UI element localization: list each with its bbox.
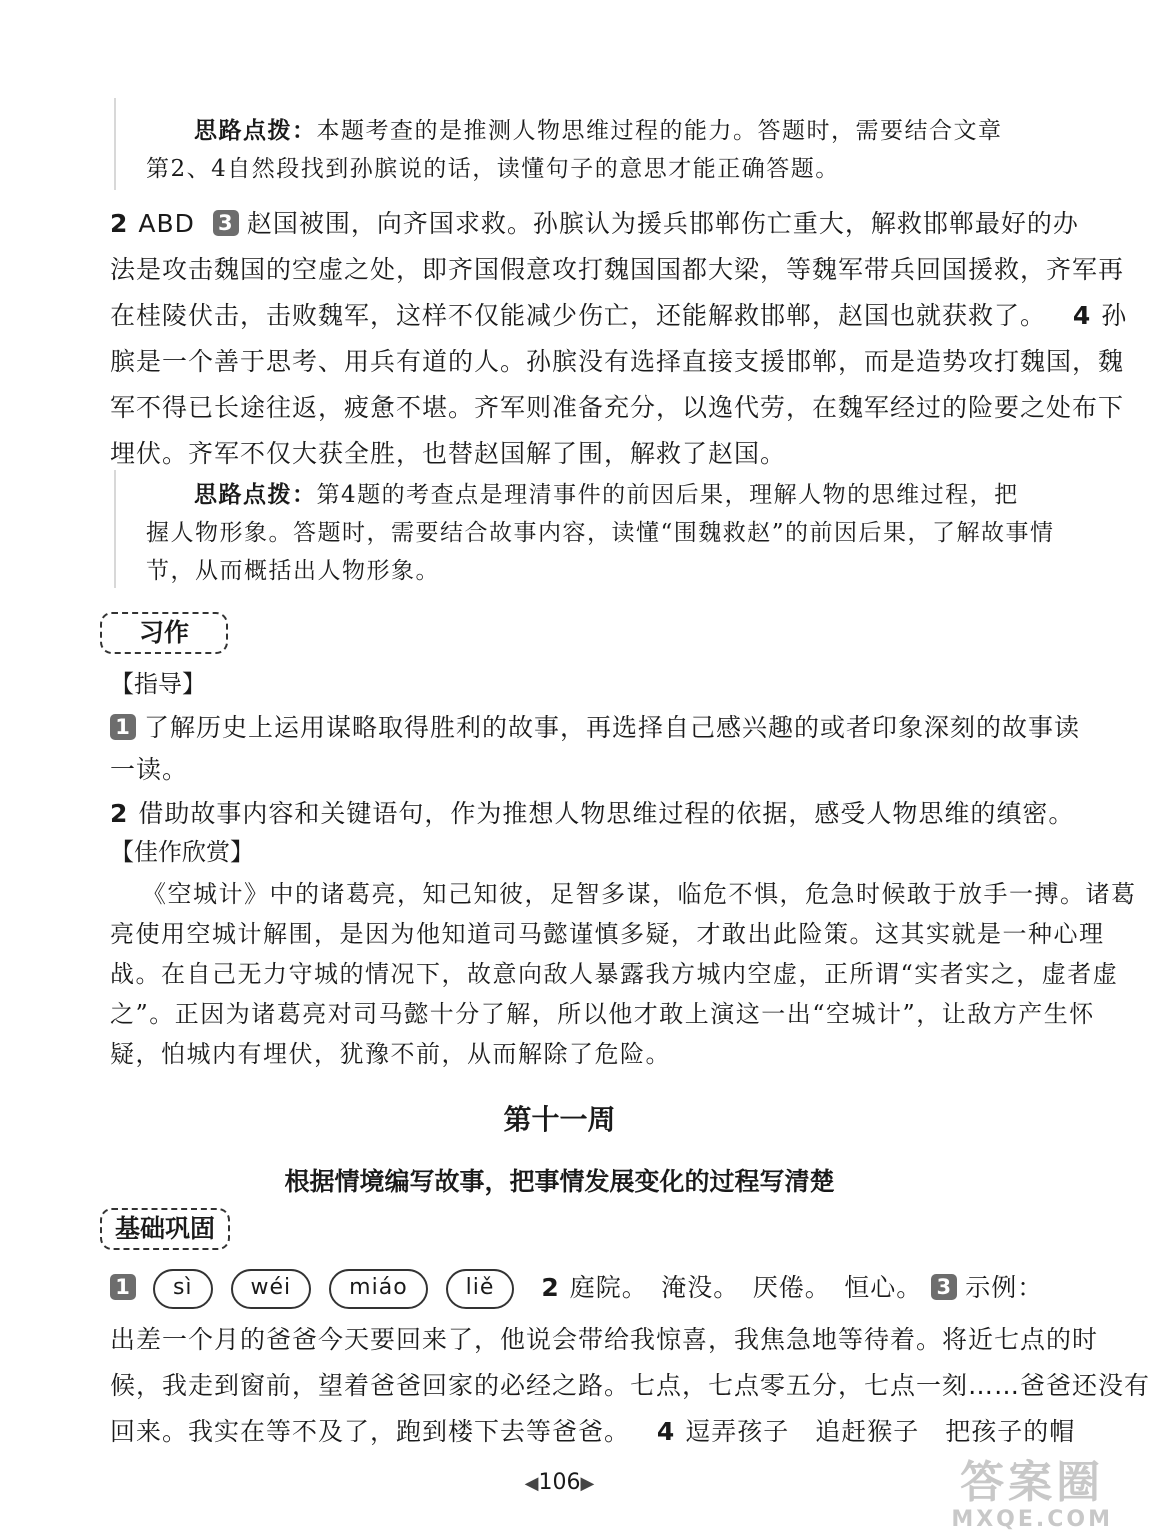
answer-line: 1 sì wéi miáo liě 2 庭院。 淹没。 厌倦。 恒心。 3 示例：	[110, 1268, 1043, 1309]
section-tag-basics: 基础巩固	[100, 1208, 230, 1250]
page-number: ◀106▶	[524, 1470, 595, 1495]
essay-line: 《空城计》中的诸葛亮，知己知彼，足智多谋，临危不惧，危急时候敢于放手一搏。诸葛	[142, 880, 1137, 908]
answer-line: 回来。我实在等不及了，跑到楼下去等爸爸。 4 逗弄孩子 追赶猴子 把孩子的帽	[110, 1417, 1076, 1446]
answer-line: 膑是一个善于思考、用兵有道的人。孙膑没有选择直接支援邯郸，而是造势攻打魏国，魏	[110, 347, 1125, 376]
question-number: 4	[1072, 301, 1092, 330]
section-tag-writing: 习作	[100, 612, 228, 654]
essay-line: 亮使用空城计解围，是因为他知道司马懿谨慎多疑，才敢出此险策。这其实就是一种心理	[110, 920, 1105, 948]
answer-line: 在桂陵伏击，击败魏军，这样不仅能减少伤亡，还能解救邯郸，赵国也就获救了。 4 孙	[110, 301, 1128, 330]
question-number: 2	[541, 1273, 560, 1302]
answer-line: 法是攻击魏国的空虚之处，即齐国假意攻打魏国国都大梁，等魏军带兵回国援救，齐军再	[110, 255, 1125, 284]
essay-heading: 【佳作欣赏】	[110, 838, 254, 866]
question-badge: 3	[213, 210, 239, 236]
answer-line: 埋伏。齐军不仅大获全胜，也替赵国解了围，解救了赵国。	[110, 439, 787, 468]
question-badge: 1	[110, 714, 136, 740]
tip-line: 思路点拨：第4题的考查点是理清事件的前因后果，理解人物的思维过程，把	[194, 482, 1019, 508]
essay-line: 疑，怕城内有埋伏，犹豫不前，从而解除了危险。	[110, 1040, 671, 1068]
answer-line: 候，我走到窗前，望着爸爸回家的必经之路。七点，七点零五分，七点一刻……爸爸还没有	[110, 1371, 1150, 1400]
pinyin-oval: sì	[153, 1269, 213, 1309]
watermark-url: MXQE.COM	[951, 1507, 1113, 1532]
week-title: 第十一周	[503, 1103, 616, 1136]
essay-line: 之”。正因为诸葛亮对司马懿十分了解，所以他才敢上演这一出“空城计”，让敌方产生怀	[110, 1000, 1095, 1028]
question-number: 4	[656, 1417, 676, 1446]
guide-line: 1 了解历史上运用谋略取得胜利的故事，再选择自己感兴趣的或者印象深刻的故事读	[110, 708, 1080, 744]
question-badge: 3	[931, 1274, 957, 1300]
tip-line: 思路点拨：本题考查的是推测人物思维过程的能力。答题时，需要结合文章	[194, 118, 1003, 144]
pinyin-oval: wéi	[231, 1269, 312, 1309]
right-triangle-icon: ▶	[580, 1473, 595, 1494]
answer-line: 2 ABD 3 赵国被围，向齐国求救。孙膑认为援兵邯郸伤亡重大，解救邯郸最好的办	[110, 209, 1079, 238]
answer-line: 军不得已长途往返，疲惫不堪。齐军则准备充分，以逸代劳，在魏军经过的险要之处布下	[110, 393, 1125, 422]
guide-heading: 【指导】	[110, 670, 206, 698]
tip-line: 第2、4自然段找到孙膑说的话，读懂句子的意思才能正确答题。	[146, 156, 840, 182]
pinyin-oval: liě	[446, 1269, 515, 1309]
answer-line: 出差一个月的爸爸今天要回来了，他说会带给我惊喜，我焦急地等待着。将近七点的时	[110, 1325, 1099, 1354]
question-badge: 1	[110, 1274, 136, 1300]
essay-line: 战。在自己无力守城的情况下，故意向敌人暴露我方城内空虚，正所谓“实者实之，虚者虚	[110, 960, 1119, 988]
tip-label: 思路点拨：	[194, 482, 317, 508]
guide-line: 2 借助故事内容和关键语句，作为推想人物思维过程的依据，感受人物思维的缜密。	[110, 799, 1075, 828]
question-number: 2	[110, 799, 129, 828]
watermark-logo: 答案圈	[960, 1457, 1105, 1508]
question-number: 2	[110, 209, 129, 238]
tip-box-1	[114, 98, 1003, 190]
watermark	[951, 1459, 1113, 1532]
pinyin-oval: miáo	[329, 1269, 427, 1309]
tip-line: 握人物形象。答题时，需要结合故事内容，读懂“围魏救赵”的前因后果，了解故事情	[146, 520, 1055, 546]
tip-box-2	[114, 470, 1055, 588]
guide-line: 一读。	[110, 755, 189, 784]
left-triangle-icon: ◀	[524, 1473, 539, 1494]
tip-line: 节，从而概括出人物形象。	[146, 558, 440, 584]
tip-label: 思路点拨：	[194, 118, 317, 144]
topic-title: 根据情境编写故事，把事情发展变化的过程写清楚	[284, 1167, 835, 1196]
